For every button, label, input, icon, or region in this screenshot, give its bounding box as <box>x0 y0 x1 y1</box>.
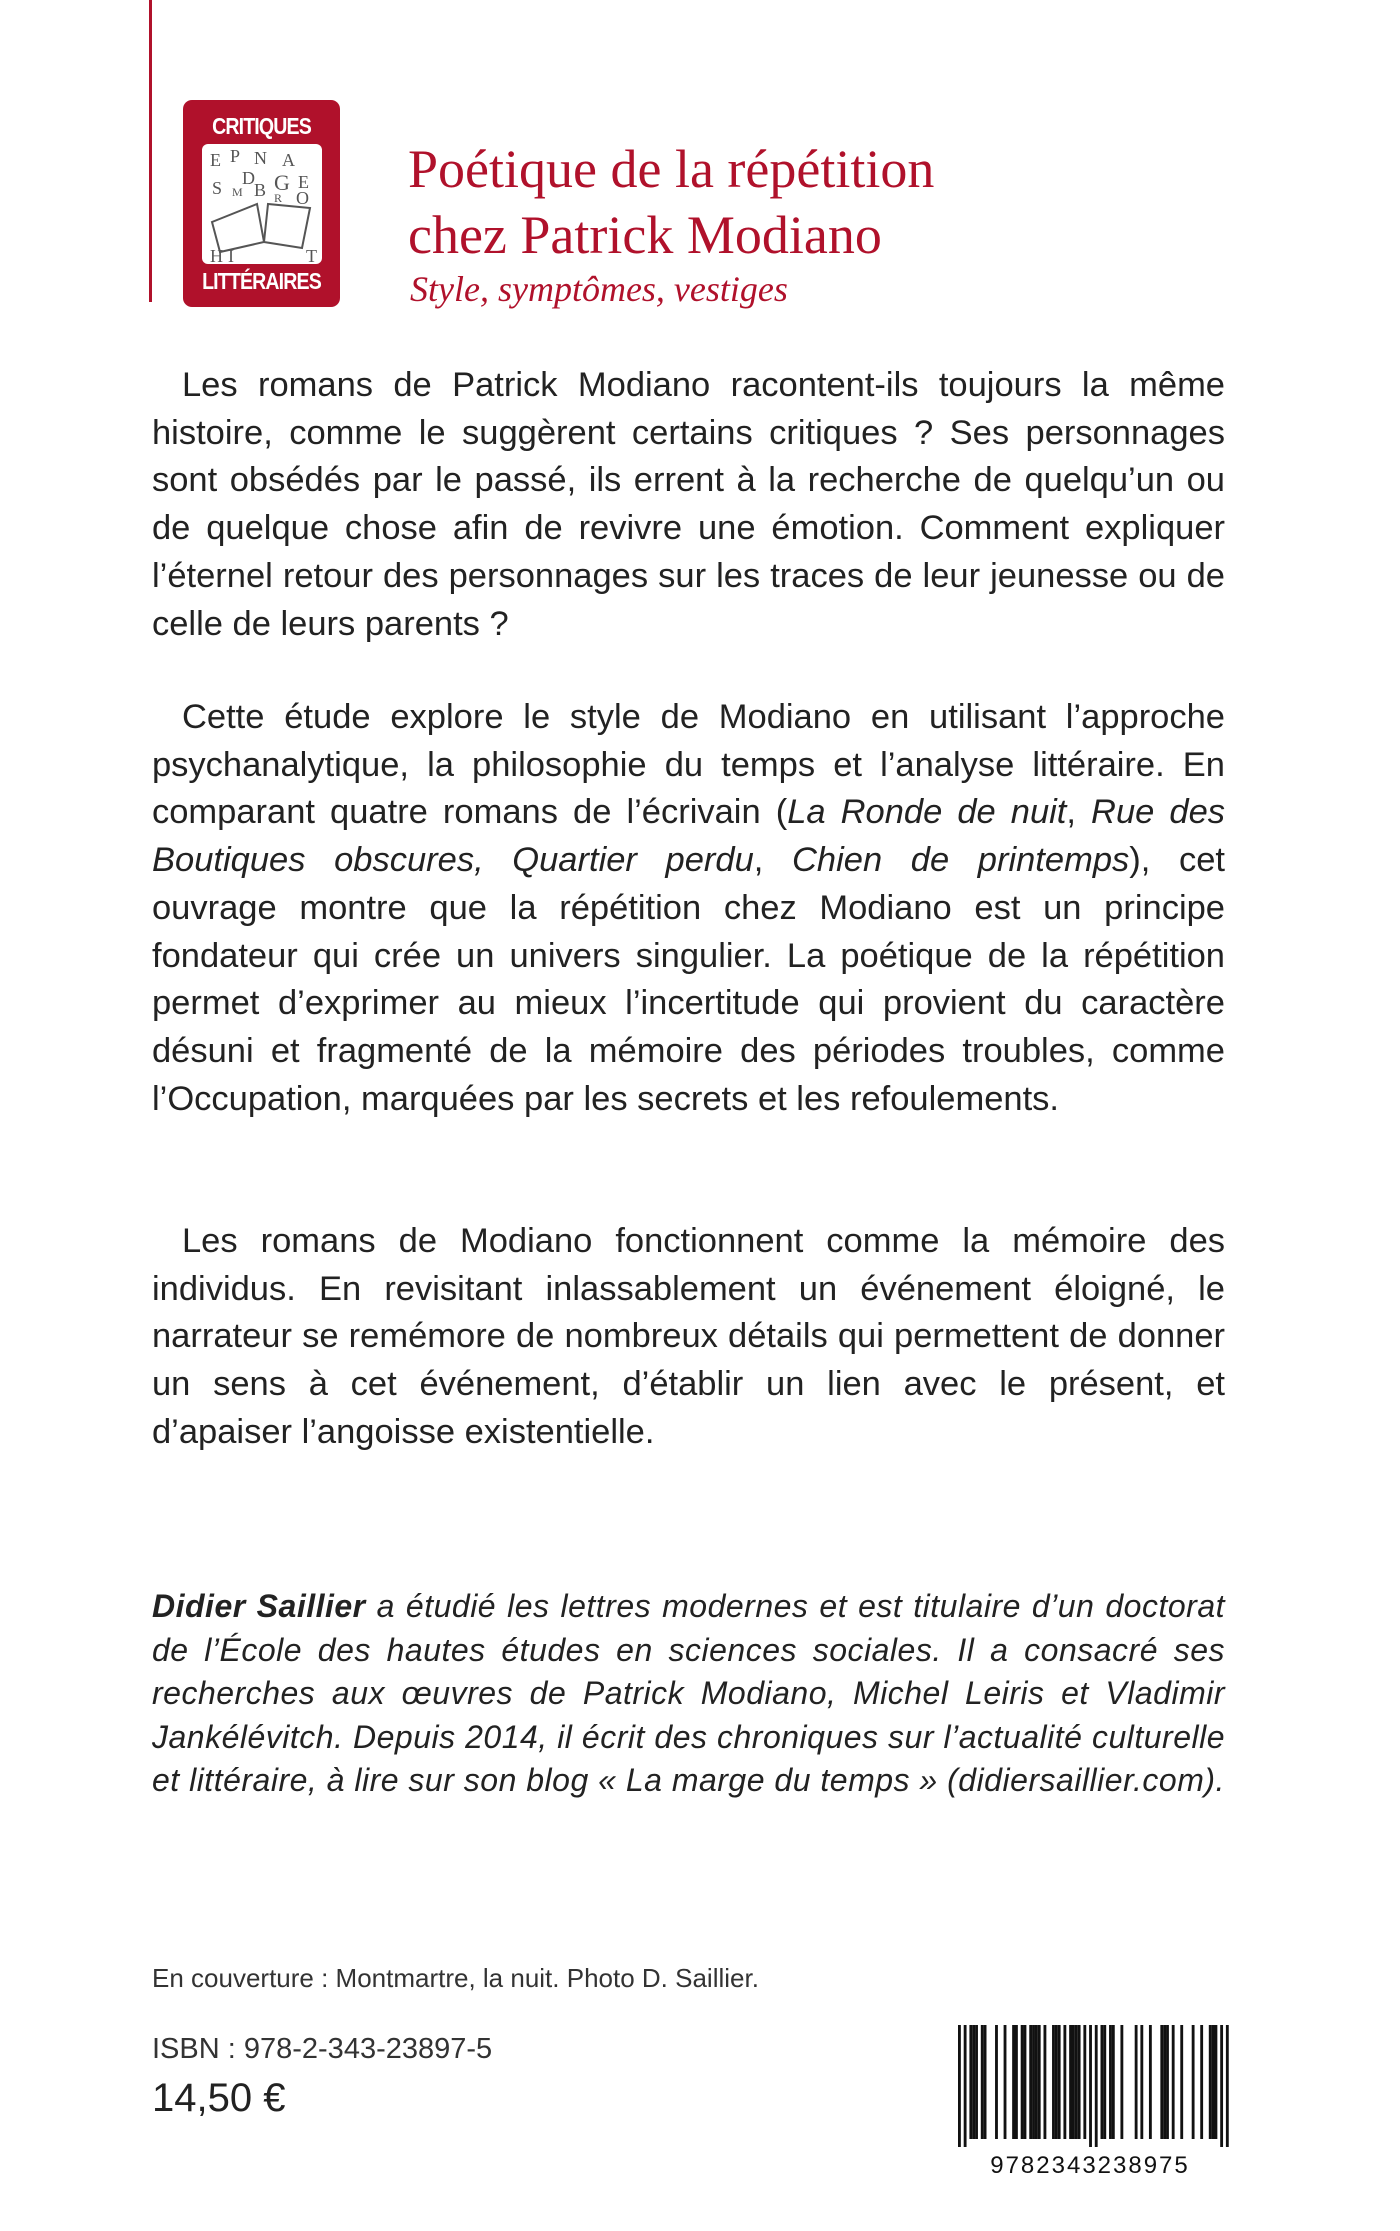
svg-text:E: E <box>209 150 221 170</box>
svg-text:D: D <box>241 168 255 188</box>
svg-text:B: B <box>253 180 266 200</box>
barcode-bar <box>1044 2025 1047 2139</box>
blurb-paragraph-3 <box>152 1218 1225 1457</box>
book-subtitle: Style, symptômes, vestiges <box>410 269 788 309</box>
paragraph-text: Les romans de Modiano fonctionnent comme la mémoire des individus. En revisitant inlassablement un événement éloigné, le narrateur se remémore de nombreux détails qui permettent de donner un sens à cet événement, d’établir un lien avec le présent, et d’apaiser l’angoisse existentielle. <box>152 1222 1225 1451</box>
logo-top-text: CRITIQUES <box>212 113 311 139</box>
barcode-bar <box>1112 2025 1115 2139</box>
barcode-bar <box>1101 2025 1104 2139</box>
barcode-bar <box>1120 2025 1123 2139</box>
svg-text:G: G <box>273 170 290 195</box>
barcode-bar <box>975 2025 978 2139</box>
series-logo <box>183 100 340 307</box>
barcode-bar <box>1209 2025 1212 2139</box>
barcode-bar <box>1032 2025 1035 2139</box>
barcode-bar <box>1069 2025 1072 2139</box>
title-line-2: chez Patrick Modiano <box>408 205 882 265</box>
text-run: ), cet ouvrage montre que la répétition chez Modiano est un principe fondateur qui crée un univers singulier. La poétique de la répétition permet d’exprimer au mieux l’incertitude qui provient du caractère désuni et fragmenté de la mémoire des périodes troubles, comme l’Occupation, marquées par les secrets et les refoulements. <box>152 841 1225 1118</box>
barcode-bar <box>1200 2025 1203 2139</box>
author-name: Didier Saillier <box>152 1588 366 1624</box>
svg-text:E: E <box>297 172 309 192</box>
open-book-icon <box>202 144 322 264</box>
barcode-bar <box>1035 2025 1038 2139</box>
accent-rule <box>149 0 152 302</box>
svg-text:H: H <box>209 246 223 264</box>
barcode-bar <box>1072 2025 1075 2139</box>
text-run: , <box>1066 793 1092 832</box>
logo-bottom-text: LITTÉRAIRES <box>202 268 321 294</box>
barcode-bar <box>1012 2025 1015 2139</box>
barcode-bar <box>1226 2025 1229 2147</box>
barcode-bar <box>1055 2025 1058 2139</box>
barcode-bar <box>1038 2025 1041 2139</box>
barcode-bar <box>1215 2025 1218 2139</box>
barcode-bar <box>984 2025 987 2139</box>
blurb-paragraph-1 <box>152 362 1225 648</box>
barcode-bar <box>1052 2025 1055 2139</box>
svg-text:N: N <box>253 148 267 168</box>
barcode-bar <box>1103 2025 1106 2139</box>
svg-text:S: S <box>211 178 222 198</box>
cover-credit: En couverture : Montmartre, la nuit. Photo D. Saillier. <box>152 1963 759 1993</box>
barcode-bar <box>1192 2025 1195 2139</box>
barcode-bar <box>1140 2025 1143 2139</box>
barcode-bar <box>1075 2025 1078 2139</box>
barcode-bar <box>981 2025 984 2139</box>
novel-title: La Ronde de nuit <box>787 793 1067 832</box>
barcode-bar <box>1160 2025 1163 2139</box>
barcode-bar <box>1015 2025 1018 2139</box>
paragraph-text: Les romans de Patrick Modiano racontent-ils toujours la même histoire, comme le suggèrent certains critiques ? Ses personnages sont obsédés par le passé, ils errent à la recherche de quelqu’un ou de quelque chose afin de revivre une émotion. Comment expliquer l’éternel retour des personnages sur les traces de leur jeunesse ou de celle de leurs parents ? <box>152 366 1225 643</box>
svg-text:R: R <box>273 191 282 205</box>
svg-text:A: A <box>281 150 295 170</box>
barcode-bars <box>958 2025 1229 2147</box>
barcode-bar <box>1212 2025 1215 2139</box>
barcode-bar <box>972 2025 975 2139</box>
barcode-bar <box>995 2025 998 2139</box>
barcode-bar <box>1180 2025 1183 2139</box>
barcode-bar <box>1078 2025 1081 2139</box>
barcode-bar <box>1029 2025 1032 2139</box>
barcode-bar <box>1004 2025 1007 2139</box>
barcode-bar <box>1149 2025 1152 2139</box>
barcode-bar <box>969 2025 972 2139</box>
barcode-bar <box>1163 2025 1166 2139</box>
title-line-1: Poétique de la répétition <box>408 139 935 199</box>
barcode-bar <box>1089 2025 1092 2147</box>
barcode-bar <box>1166 2025 1169 2139</box>
bio-text: a étudié les lettres modernes et est titulaire d’un doctorat de l’École des hautes études en sciences sociales. Il a consacré ses recherches aux œuvres de Patrick Modiano, Michel Leiris et Vladimir Jankélévitch. Depuis 2014, il écrit des chroniques sur l’actualité culturelle et littéraire, à lire sur son blog « La marge du temps » (didiersaillier.com). <box>152 1588 1226 1798</box>
barcode-bar <box>1135 2025 1138 2139</box>
barcode-bar <box>1063 2025 1066 2139</box>
barcode-bar <box>1024 2025 1027 2139</box>
barcode-bar <box>1021 2025 1024 2139</box>
barcode-bar <box>1109 2025 1112 2139</box>
barcode-bar <box>1095 2025 1098 2147</box>
barcode-bar <box>1083 2025 1086 2139</box>
paragraph-text <box>152 694 1225 1123</box>
barcode-bar <box>1058 2025 1061 2139</box>
novel-title: Rue des Boutiques obscures, Quartier perdu <box>152 793 1226 880</box>
svg-text:M: M <box>231 185 243 199</box>
book-title <box>408 136 934 268</box>
barcode-bar <box>964 2025 967 2147</box>
svg-text:T: T <box>305 246 317 264</box>
barcode <box>940 2025 1240 2175</box>
svg-text:O: O <box>295 188 309 208</box>
novel-title: Chien de printemps <box>792 841 1130 880</box>
text-run: Cette étude explore le style de Modiano en utilisant l’approche psychanalytique, la philosophie du temps et l’analyse littéraire. En comparant quatre romans de l’écrivain ( <box>152 698 1225 832</box>
barcode-bar <box>1220 2025 1223 2147</box>
barcode-bar <box>958 2025 961 2147</box>
svg-text:P: P <box>229 146 240 166</box>
barcode-digits: 9782343238975 <box>990 2152 1190 2175</box>
blurb-paragraph-2 <box>152 694 1225 1123</box>
author-bio <box>152 1585 1225 1803</box>
barcode-bar <box>1172 2025 1175 2139</box>
isbn: ISBN : 978-2-343-23897-5 <box>152 2033 493 2065</box>
price: 14,50 € <box>152 2076 286 2120</box>
svg-text:I: I <box>227 246 234 264</box>
text-run: , <box>753 841 792 880</box>
